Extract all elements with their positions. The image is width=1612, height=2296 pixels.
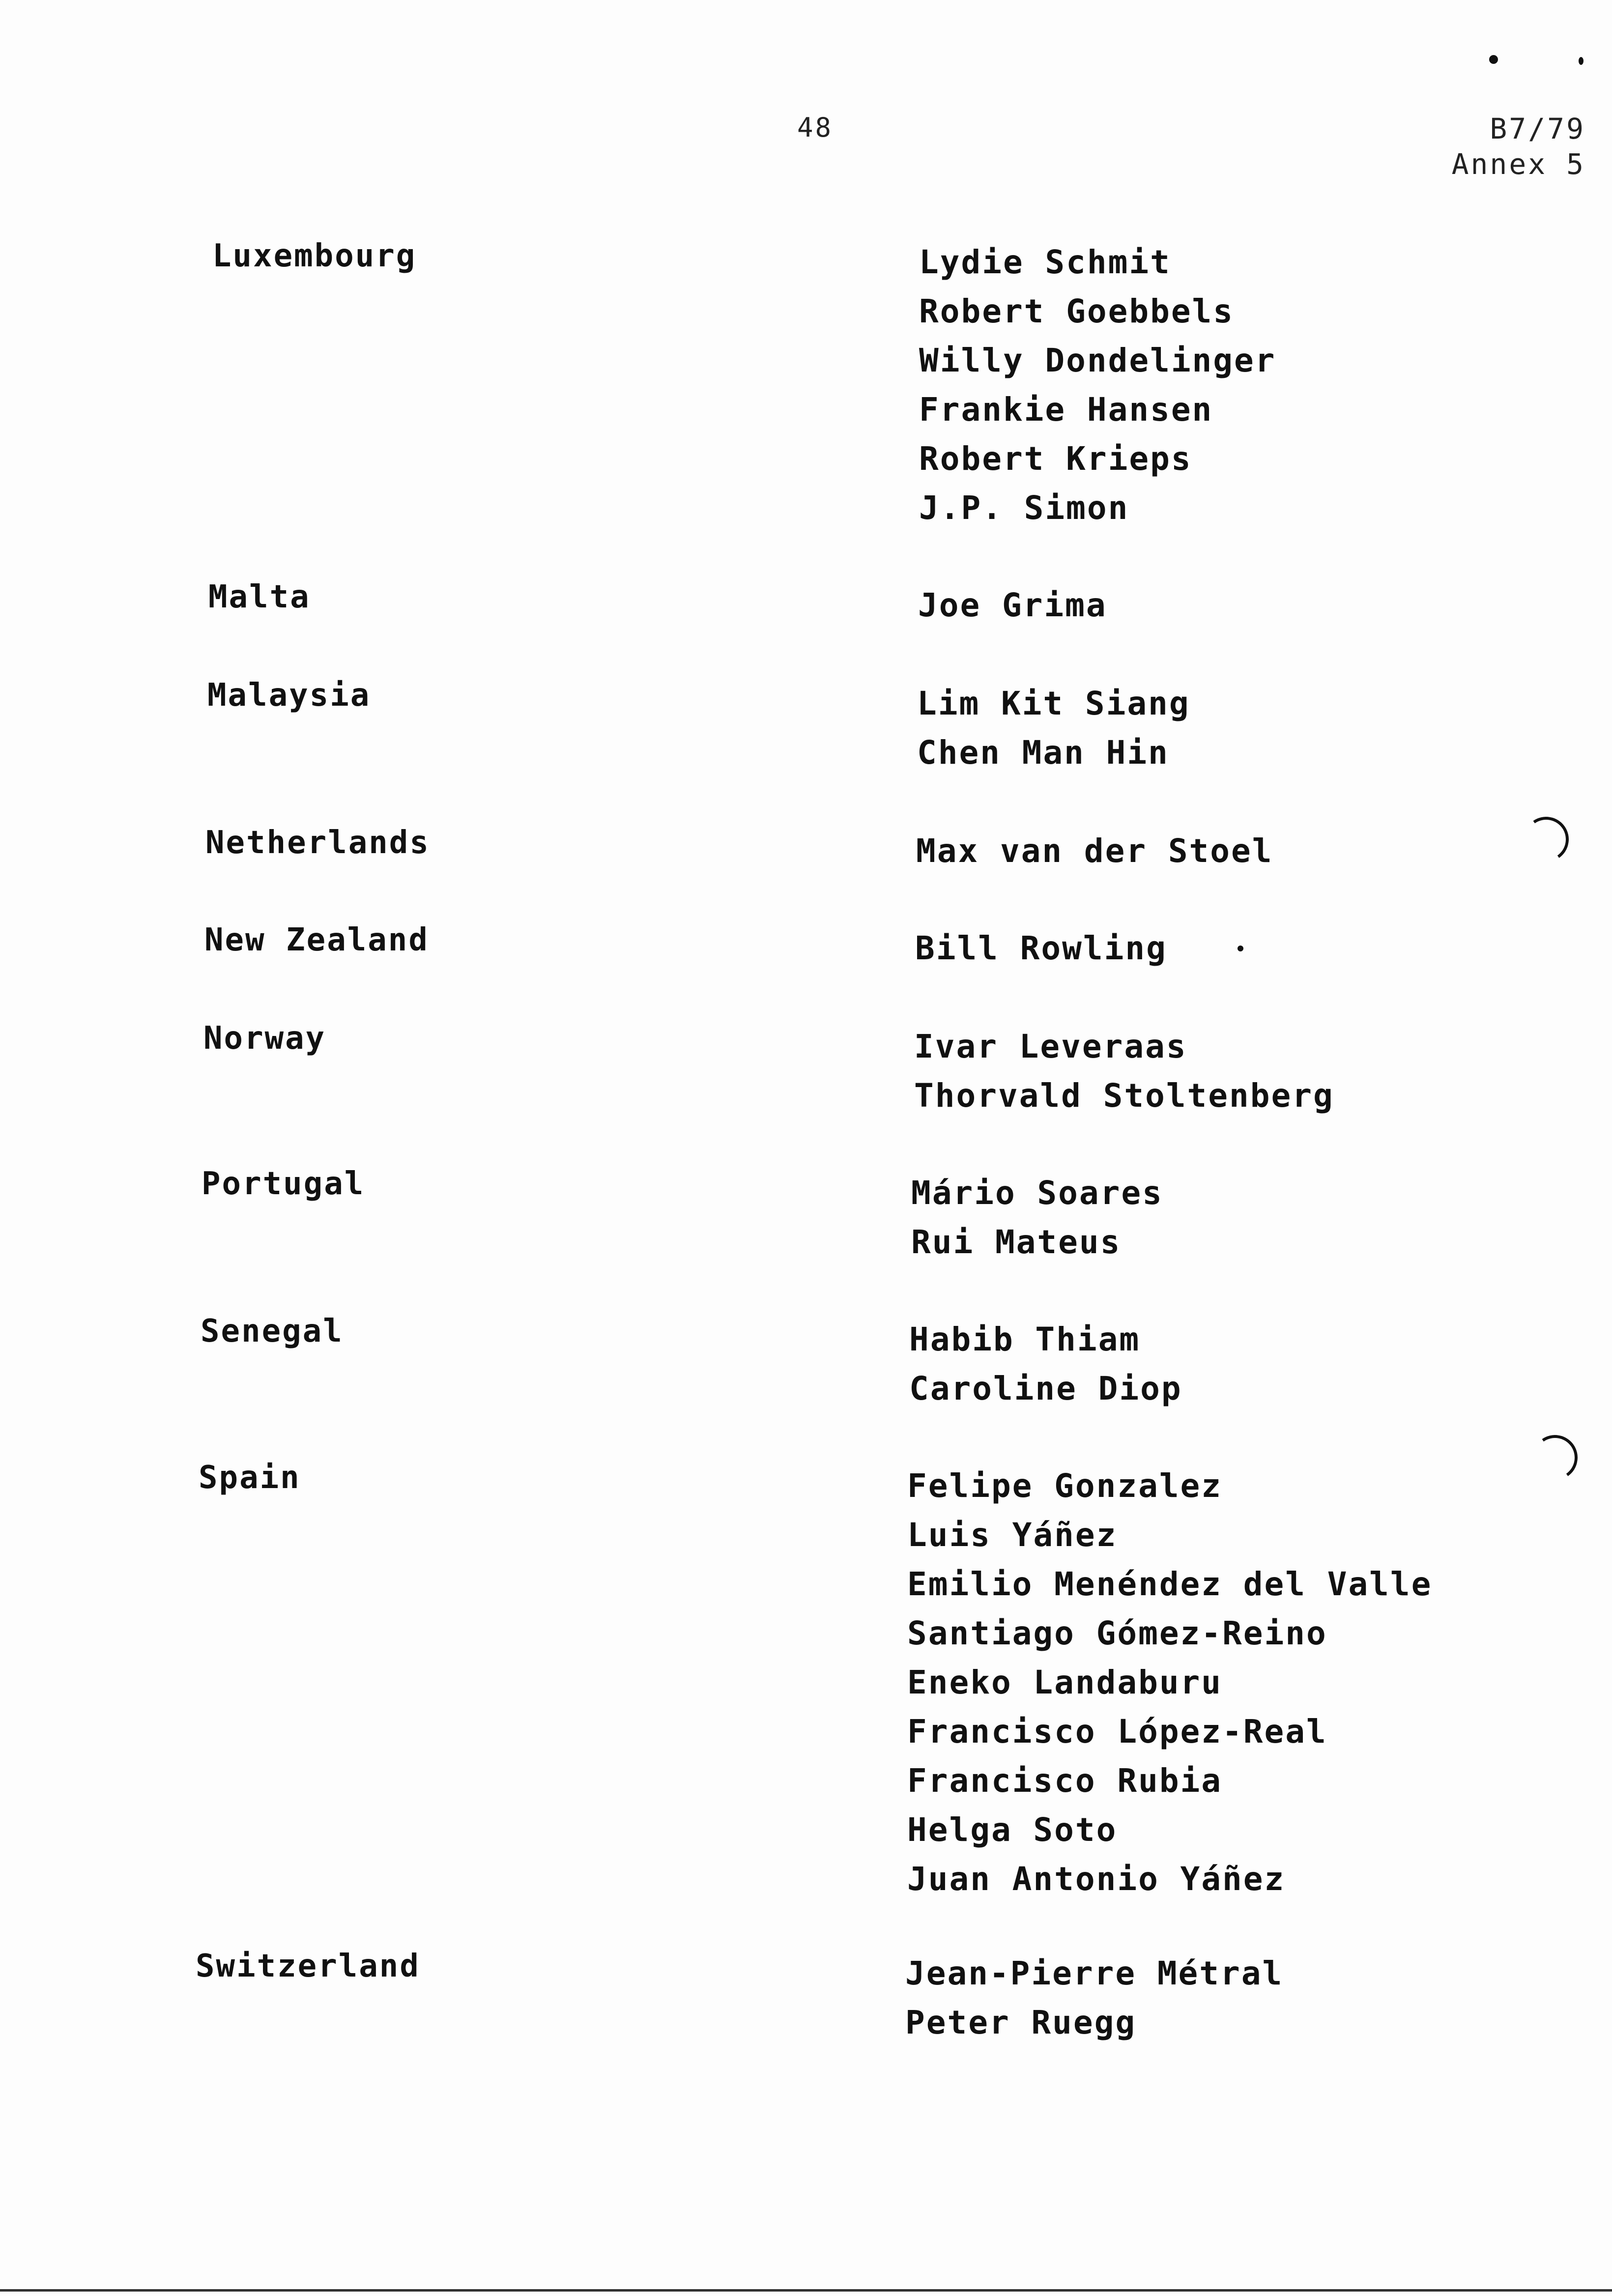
document-code: B7/79 [1490, 112, 1585, 145]
delegate-name: Thorvald Stoltenberg [914, 1077, 1334, 1115]
delegate-name: Mário Soares [911, 1174, 1163, 1212]
delegate-list [905, 1949, 1283, 2047]
delegate-name: Francisco López-Real [907, 1713, 1327, 1751]
delegate-name: Willy Dondelinger [919, 342, 1276, 379]
delegate-name: Ivar Leveraas [914, 1028, 1187, 1065]
delegate-name: Caroline Diop [909, 1370, 1182, 1407]
country-name: Luxembourg [212, 238, 417, 274]
delegate-list [907, 1462, 1432, 1904]
delegate-name: Chen Man Hin [917, 734, 1169, 772]
delegate-list [919, 238, 1276, 533]
delegate-name: Jean-Pierre Métral [905, 1954, 1284, 1992]
delegate-list [914, 1022, 1334, 1120]
delegate-name: Lim Kit Siang [917, 685, 1190, 722]
delegate-name: Lydie Schmit [919, 243, 1171, 281]
country-name: Portugal [202, 1166, 365, 1202]
delegate-name: J.P. Simon [919, 489, 1129, 527]
delegate-name: Francisco Rubia [907, 1762, 1223, 1800]
delegate-name: Santiago Gómez-Reino [907, 1614, 1327, 1652]
country-name: Spain [199, 1460, 301, 1496]
country-name: Malaysia [207, 677, 371, 714]
country-name: Norway [203, 1020, 326, 1057]
delegate-list [909, 1315, 1182, 1413]
annex-label: Annex 5 [1451, 147, 1585, 181]
delegate-name: Max van der Stoel [916, 832, 1273, 870]
country-name: Senegal [201, 1313, 344, 1349]
bottom-edge-line [0, 2289, 1612, 2292]
delegate-list [916, 827, 1273, 876]
country-name: New Zealand [204, 922, 429, 958]
delegate-name: Habib Thiam [909, 1320, 1141, 1358]
delegate-name: Helga Soto [907, 1811, 1118, 1849]
country-name: Malta [208, 579, 311, 615]
delegate-list [917, 679, 1190, 777]
delegate-name: Robert Krieps [919, 440, 1192, 478]
country-name: Switzerland [196, 1948, 420, 1984]
delegate-name: Luis Yáñez [907, 1516, 1118, 1554]
delegate-name: Rui Mateus [911, 1223, 1122, 1261]
delegate-name: Felipe Gonzalez [907, 1467, 1223, 1505]
delegate-name: Emilio Menéndez del Valle [907, 1565, 1433, 1603]
page-number: 48 [797, 112, 834, 143]
delegate-name: Bill Rowling [915, 929, 1167, 967]
country-name: Netherlands [205, 825, 430, 861]
delegate-list [918, 581, 1107, 630]
delegate-name: Peter Ruegg [905, 2004, 1137, 2041]
delegate-name: Eneko Landaburu [907, 1664, 1223, 1701]
delegate-name: Juan Antonio Yáñez [907, 1860, 1286, 1898]
delegate-list [911, 1169, 1163, 1267]
delegate-name: Frankie Hansen [919, 391, 1213, 429]
delegate-name: Joe Grima [918, 586, 1107, 624]
delegate-list [915, 924, 1167, 973]
delegate-name: Robert Goebbels [919, 292, 1235, 330]
